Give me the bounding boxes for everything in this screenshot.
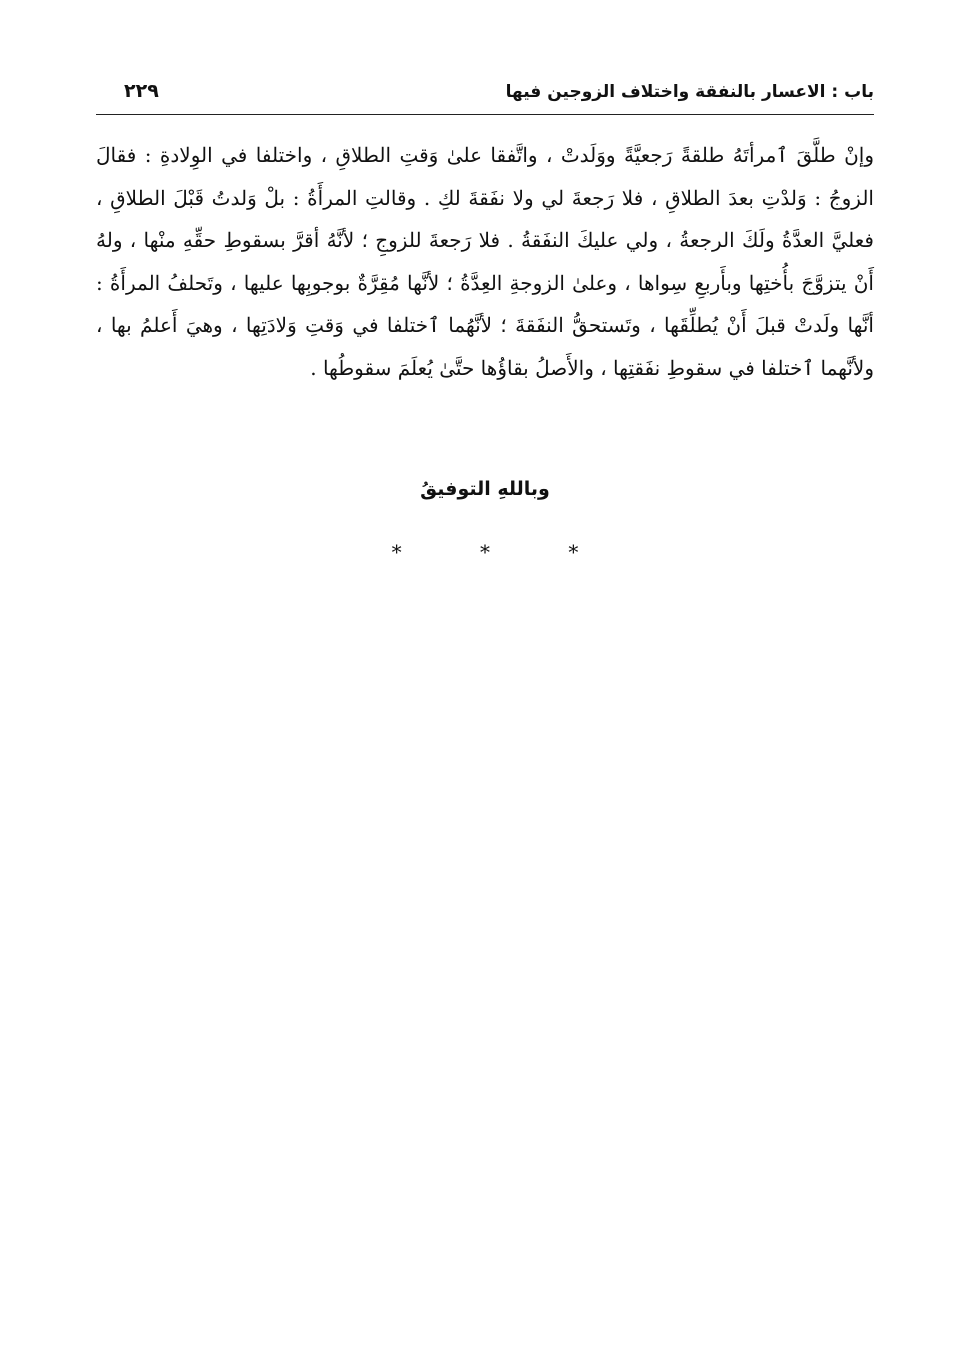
page-number: ٢٢٩	[124, 80, 159, 102]
page-header	[96, 78, 874, 112]
header-divider	[96, 114, 874, 115]
closing-phrase: وباللهِ التوفيقُ	[420, 478, 550, 500]
section-separator: * * *	[391, 540, 615, 564]
running-head: باب : الاعسار بالنفقة واختلاف الزوجين فيها	[505, 82, 874, 102]
body-paragraph: وإنْ طلَّقَ ٱمرأتَهُ طلقةً رَجعيَّةً ووَلَدتْ ، واتَّفقا علىٰ وَقتِ الطلاقِ ، واختلفا في الوِلادةِ : فقالَ الزوجُ : وَلدْتِ بعدَ الطلاقِ ، فلا رَجعةَ لي ولا نفَقةَ لكِ . وقالتِ المرأَةُ : بلْ وَلدتُ قَبْلَ الطلاقِ ، فعليَّ العدَّةُ ولَكَ الرجعةُ ، ولي عليكَ النفَقةُ . فلا رَجعةَ للزوجِ ؛ لأنَّهُ أقرَّ بسقوطِ حقِّهِ منْها ، ولهُ أَنْ يتزوَّجَ بأُختِها وبأَربعِ سِواها ، وعلىٰ الزوجةِ العِدَّةُ ؛ لأنَّها مُقِرَّةٌ بوجوبِها عليها ، وتَحلفُ المرأَةُ : أنَّها ولَدتْ قبلَ أَنْ يُطلِّقَها ، وتَستحقُّ النفَقةَ ؛ لأنَّهُما ٱختلفا في وَقتِ وَلادَتِها ، وهيَ أَعلمُ بها ، ولأنَّهما ٱختلفا في سقوطِ نفَقتِها ، والأَصلُ بقاؤُها حتَّىٰ يُعلَمَ سقوطُها .	[96, 143, 874, 380]
